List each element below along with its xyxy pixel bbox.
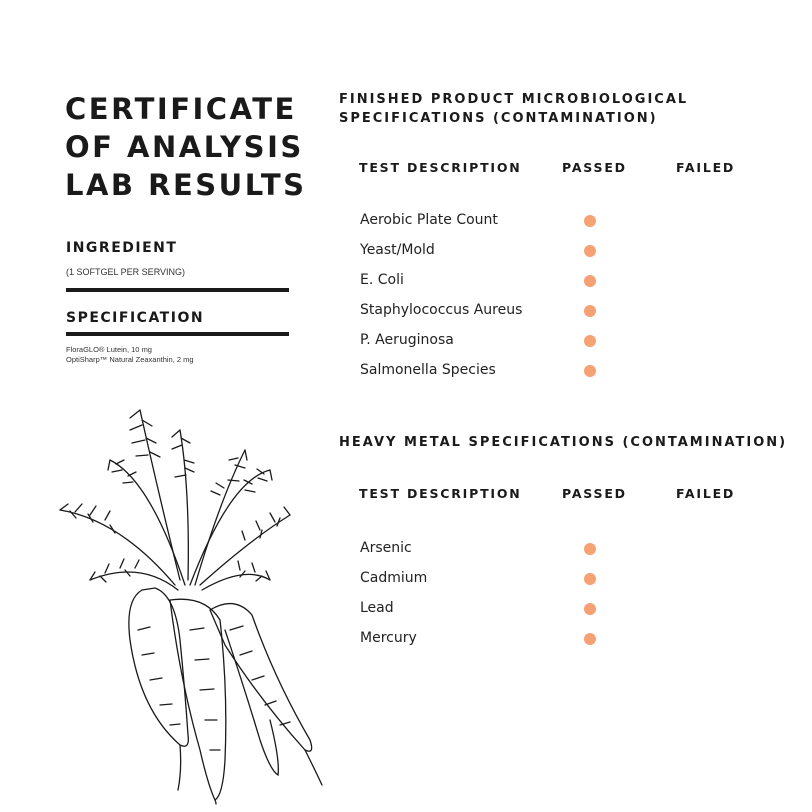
test-name: Salmonella Species [360, 362, 496, 378]
heavy-metal-heading [339, 433, 787, 452]
test-name: Cadmium [360, 570, 428, 586]
passed-indicator-dot [584, 365, 596, 377]
section-heading-line: SPECIFICATIONS (CONTAMINATION) [339, 111, 658, 126]
title-line: OF ANALYSIS [65, 130, 304, 164]
test-name: Aerobic Plate Count [360, 212, 498, 228]
table-row [0, 212, 812, 242]
specification-heading: SPECIFICATION [66, 310, 205, 326]
table-row [0, 630, 812, 660]
table-row [0, 272, 812, 302]
test-name: Mercury [360, 630, 417, 646]
table-row [0, 362, 812, 392]
test-name: P. Aeruginosa [360, 332, 454, 348]
passed-indicator-dot [584, 335, 596, 347]
ingredient-note: (1 SOFTGEL PER SERVING) [66, 267, 186, 277]
column-header-failed: FAILED [676, 160, 736, 175]
table-row [0, 600, 812, 630]
table-row [0, 302, 812, 332]
test-name: E. Coli [360, 272, 404, 288]
passed-indicator-dot [584, 633, 596, 645]
microbiological-heading [339, 90, 688, 128]
table-row [0, 570, 812, 600]
ingredient-heading: INGREDIENT [66, 240, 178, 256]
column-header-failed: FAILED [676, 486, 736, 501]
section-heading-line: HEAVY METAL SPECIFICATIONS (CONTAMINATION) [339, 435, 788, 450]
table-row [0, 540, 812, 570]
passed-indicator-dot [584, 305, 596, 317]
passed-indicator-dot [584, 245, 596, 257]
column-header-passed: PASSED [562, 486, 627, 501]
table-row [0, 242, 812, 272]
test-name: Lead [360, 600, 394, 616]
specification-item: OptiSharp™ Natural Zeaxanthin, 2 mg [66, 355, 194, 364]
column-header-passed: PASSED [562, 160, 627, 175]
title-line: CERTIFICATE [65, 92, 297, 126]
test-name: Staphylococcus Aureus [360, 302, 523, 318]
test-name: Arsenic [360, 540, 412, 556]
test-name: Yeast/Mold [360, 242, 435, 258]
passed-indicator-dot [584, 275, 596, 287]
specification-item: FloraGLO® Lutein, 10 mg [66, 345, 152, 354]
section-heading-line: FINISHED PRODUCT MICROBIOLOGICAL [339, 92, 689, 107]
passed-indicator-dot [584, 543, 596, 555]
passed-indicator-dot [584, 215, 596, 227]
table-row [0, 332, 812, 362]
passed-indicator-dot [584, 573, 596, 585]
column-header-test-description: TEST DESCRIPTION [359, 486, 522, 501]
column-header-test-description: TEST DESCRIPTION [359, 160, 522, 175]
title-line: LAB RESULTS [65, 168, 307, 202]
certificate-title [65, 90, 307, 204]
passed-indicator-dot [584, 603, 596, 615]
